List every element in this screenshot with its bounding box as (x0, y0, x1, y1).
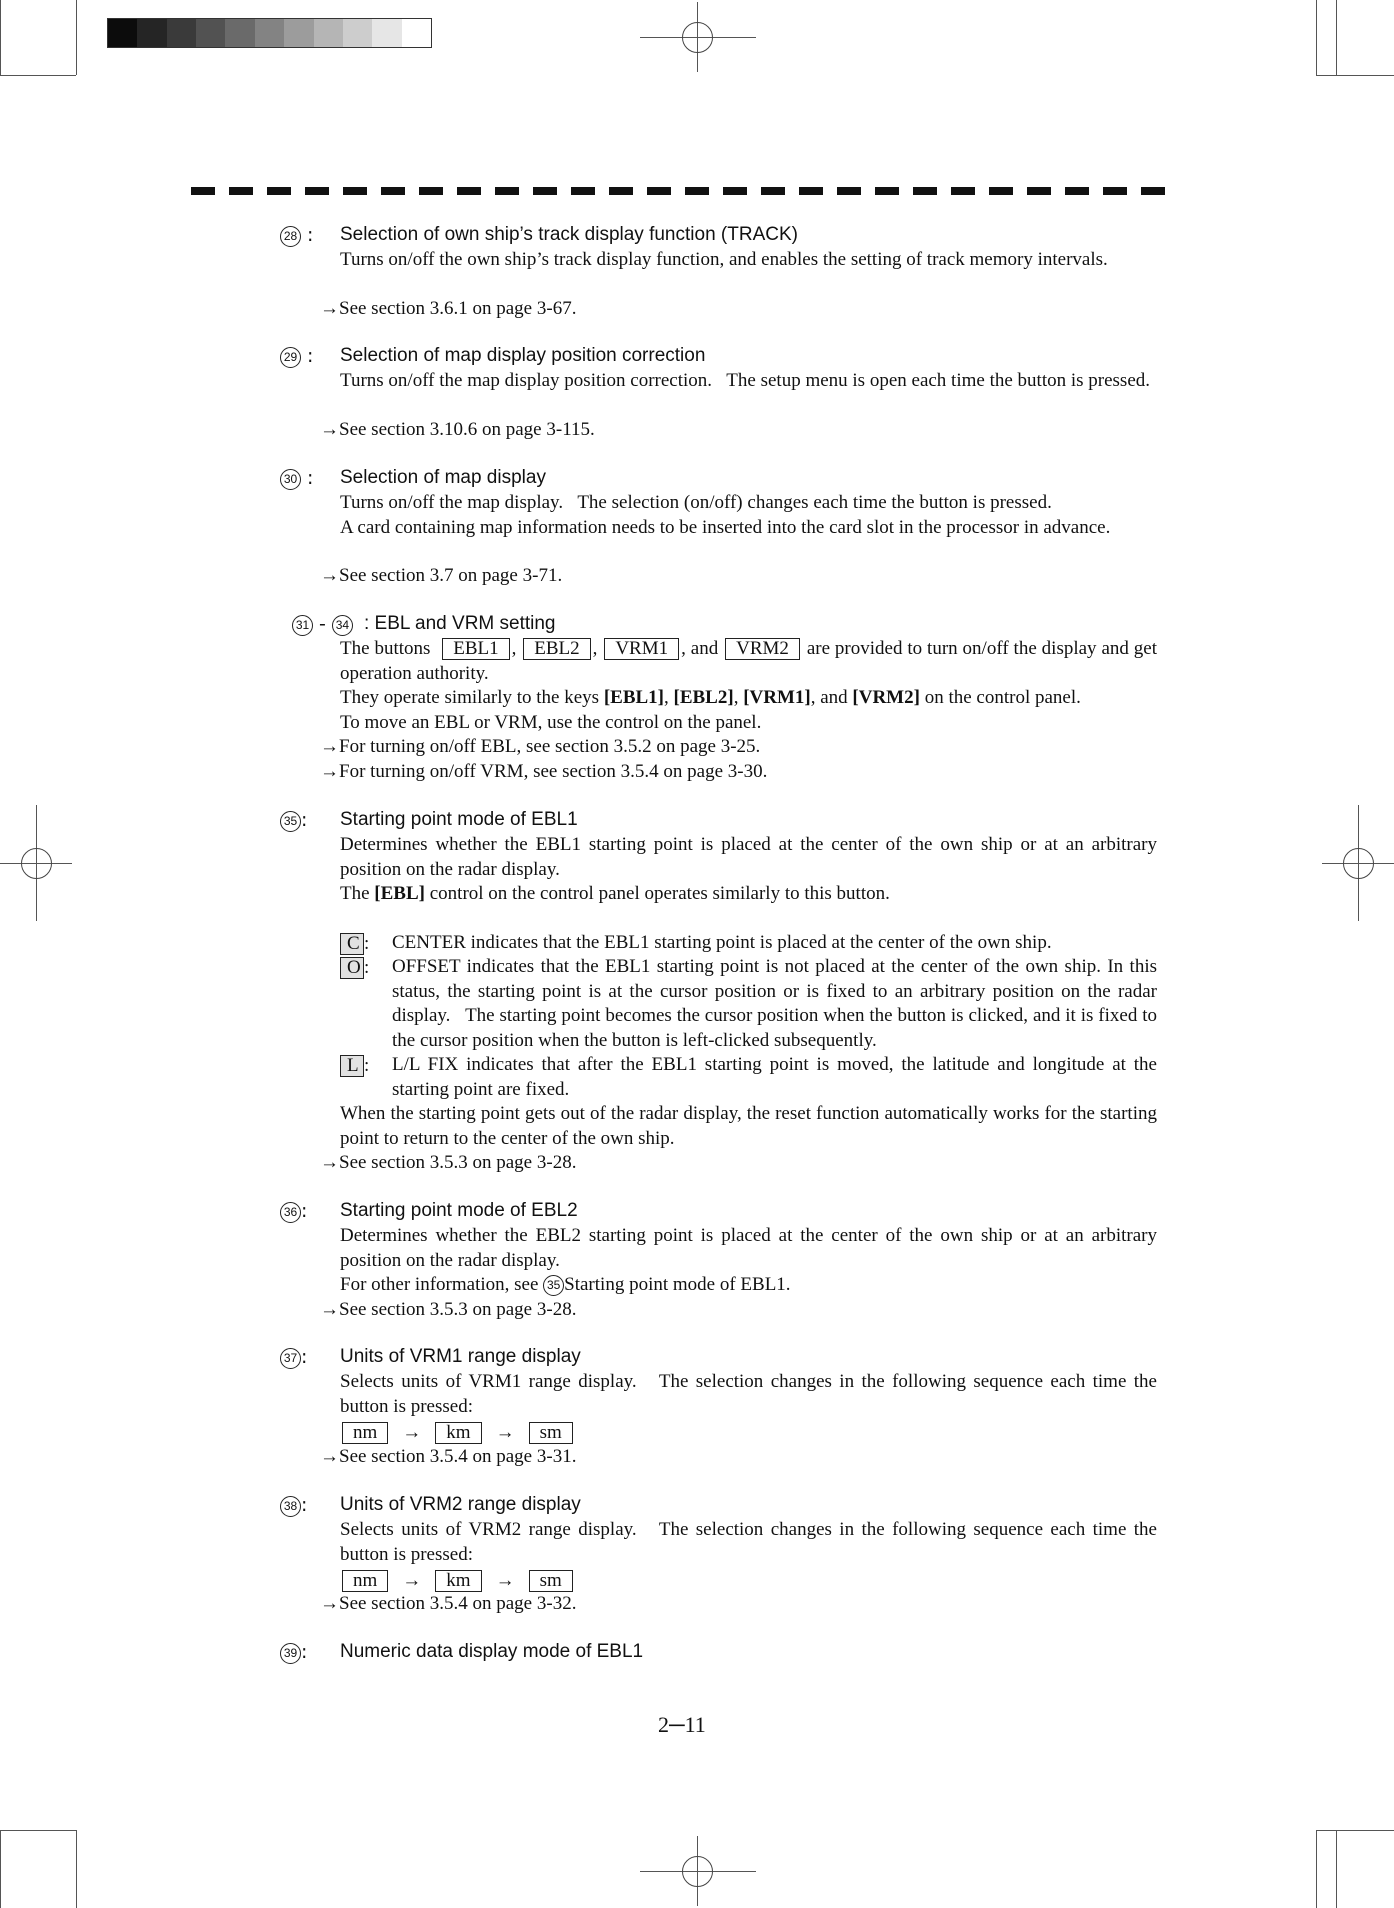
item-number-badge: 38 (280, 1496, 301, 1517)
color-calibration-bar (107, 18, 432, 48)
item-title: Starting point mode of EBL1 (340, 809, 578, 830)
item-description: Determines whether the EBL1 starting point is placed at the center of the own ship or at an arbitrary position on the radar display. The [EBL] control on the control panel operates similarly to this button. C : CENTER indicates that the EBL1 starting point is placed at the center of the own ship. O : OFFSET indicates that the EBL1 starting point is not placed at the center of the own ship. In this status, the starting point is at the cursor position or is fixed to an arbitrary position on the radar display. The starting point becomes the cursor position when the button is clicked, and it is fixed to the cursor position when the button is left-clicked subsequently. L : L/L FIX indicates that after the EBL1 starting point is moved, the latitude and longitude at the starting point are fixed. When the starting point gets out of the radar display, the reset function automatically works for the starting point to return to the center of the own ship. (340, 834, 1157, 1149)
item-description: Turns on/off the map display position correction. The setup menu is open each time the button is pressed. (340, 370, 1151, 391)
color-swatch (255, 19, 284, 47)
item-number-badge: 30 (280, 469, 301, 490)
unit-km-label: km (435, 1422, 481, 1444)
color-swatch (402, 19, 431, 47)
ebl2-button-label: EBL2 (523, 638, 590, 660)
cross-reference: →See section 3.5.3 on page 3-28. (320, 1299, 577, 1320)
item-description: Determines whether the EBL2 starting point is placed at the center of the own ship or at an arbitrary position on the radar display. For other information, see 35 Starting point mode of EBL1. (340, 1225, 1157, 1295)
color-swatch (137, 19, 166, 47)
color-swatch (372, 19, 401, 47)
arrow-right-icon: → (402, 1570, 422, 1591)
item-title: Numeric data display mode of EBL1 (340, 1641, 644, 1662)
arrow-right-icon: → (495, 1422, 515, 1443)
unit-sm-label: sm (529, 1422, 573, 1444)
item-description: Selects units of VRM2 range display. The selection changes in the following sequence each time the button is pressed: nm → km → sm (340, 1519, 1157, 1591)
vrm1-button-label: VRM1 (604, 638, 679, 660)
item-description: Selects units of VRM1 range display. The selection changes in the following sequence each time the button is pressed: nm → km → sm (340, 1371, 1157, 1443)
cross-reference: →See section 3.7 on page 3-71. (320, 565, 563, 586)
item-number-badge: 36 (280, 1202, 301, 1223)
item-number-badge: 31 (292, 615, 313, 636)
cross-reference: →See section 3.10.6 on page 3-115. (320, 419, 595, 440)
item-description: The buttons EBL1 , EBL2 , VRM1 , and VRM2 are provided to turn on/off the display and get operation authority. They operate similarly to the keys [EBL1], [EBL2], [VRM1], and [VRM2] on the control panel. To move an EBL or VRM, use the control on the panel. (340, 638, 1158, 733)
l-button-label: L (340, 1055, 364, 1077)
item-number-badge: 34 (332, 615, 353, 636)
color-swatch (284, 19, 313, 47)
option-center: C : CENTER indicates that the EBL1 starting point is placed at the center of the own ship. (340, 931, 1157, 956)
unit-nm-label: nm (342, 1422, 388, 1444)
item-title: Selection of own ship’s track display function (TRACK) (340, 224, 798, 245)
option-ll-fix: L : L/L FIX indicates that after the EBL1 starting point is moved, the latitude and longitude at the starting point are fixed. (340, 1053, 1157, 1102)
c-button-label: C (340, 933, 364, 955)
cross-reference: →See section 3.5.4 on page 3-31. (320, 1446, 577, 1467)
item-title: Units of VRM1 range display (340, 1346, 581, 1367)
page-number: 2─11 (658, 1712, 706, 1737)
item-number-badge: 39 (280, 1643, 301, 1664)
color-swatch (108, 19, 137, 47)
cross-reference: →See section 3.5.4 on page 3-32. (320, 1593, 577, 1614)
color-swatch (314, 19, 343, 47)
unit-sm-label: sm (529, 1570, 573, 1592)
color-swatch (225, 19, 254, 47)
item-number-badge: 35 (280, 811, 301, 832)
o-button-label: O (340, 957, 364, 979)
unit-km-label: km (435, 1570, 481, 1592)
cross-reference: →See section 3.6.1 on page 3-67. (320, 298, 577, 319)
cross-reference: →See section 3.5.3 on page 3-28. (320, 1152, 577, 1173)
item-title: : EBL and VRM setting (364, 613, 556, 634)
arrow-right-icon: → (402, 1422, 422, 1443)
color-swatch (196, 19, 225, 47)
item-number-badge: 37 (280, 1348, 301, 1369)
vrm2-button-label: VRM2 (725, 638, 800, 660)
item-title: Starting point mode of EBL2 (340, 1200, 578, 1221)
ebl1-button-label: EBL1 (442, 638, 509, 660)
cross-reference: →For turning on/off EBL, see section 3.5.2 on page 3-25. (320, 736, 761, 757)
item-number-badge: 28 (280, 226, 301, 247)
item-title: Units of VRM2 range display (340, 1494, 581, 1515)
header-dashed-rule (191, 187, 1178, 195)
cross-reference: →For turning on/off VRM, see section 3.5.4 on page 3-30. (320, 761, 768, 782)
unit-nm-label: nm (342, 1570, 388, 1592)
option-offset: O : OFFSET indicates that the EBL1 starting point is not placed at the center of the own ship. In this status, the starting point is at the cursor position or is fixed to an arbitrary position on the radar display. The starting point becomes the cursor position when the button is clicked, and it is fixed to the cursor position when the button is left-clicked subsequently. (340, 955, 1157, 1053)
color-swatch (343, 19, 372, 47)
item-description: Turns on/off the map display. The selection (on/off) changes each time the button is pressed. A card containing map information needs to be inserted into the card slot in the processor in advance. (340, 492, 1111, 538)
item-title: Selection of map display (340, 467, 546, 488)
arrow-right-icon: → (495, 1570, 515, 1591)
item-number-badge: 35 (543, 1275, 564, 1296)
item-number-badge: 29 (280, 347, 301, 368)
item-title: Selection of map display position correction (340, 345, 706, 366)
color-swatch (167, 19, 196, 47)
item-description: Turns on/off the own ship’s track display function, and enables the setting of track memory intervals. (340, 249, 1108, 270)
